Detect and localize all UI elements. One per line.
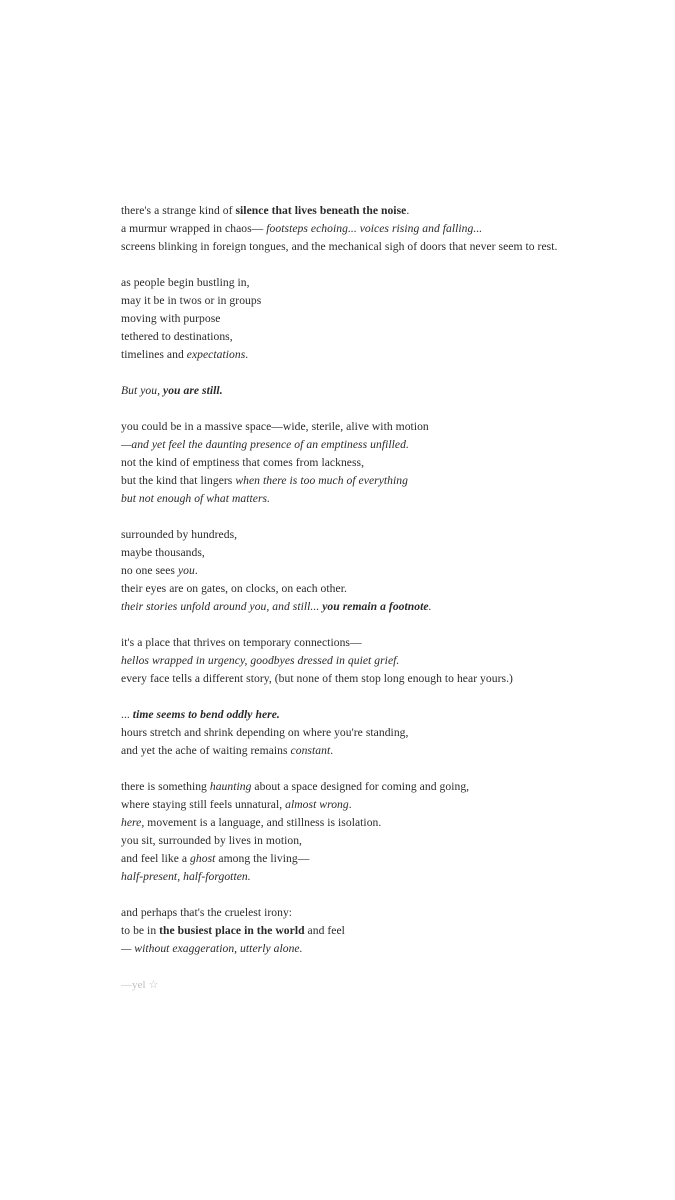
text-segment: expectations: [186, 348, 246, 361]
text-segment: constant: [290, 744, 331, 757]
stanza-gap: [121, 886, 661, 904]
text-segment: when there is too much of everything: [235, 474, 408, 487]
text-segment: .: [245, 348, 249, 361]
text-segment: but not enough of what matters.: [121, 492, 271, 505]
text-segment: you remain a footnote: [322, 600, 429, 613]
poem-line: [121, 346, 661, 364]
poem-line: [121, 418, 661, 436]
text-segment: as people begin bustling in,: [121, 276, 250, 289]
stanza-gap: [121, 400, 661, 418]
poem-line: [121, 436, 661, 454]
poem: [121, 202, 661, 994]
stanza: [121, 382, 661, 400]
text-segment: —and yet feel the daunting presence of an emptiness unfilled.: [121, 438, 409, 451]
stanza-gap: [121, 688, 661, 706]
poem-line: [121, 940, 661, 958]
text-segment: there is something: [121, 780, 210, 793]
text-segment: there's a strange kind of: [121, 204, 236, 217]
text-segment: to be in: [121, 924, 160, 937]
text-segment: hours stretch and shrink depending on where you're standing,: [121, 726, 409, 739]
text-segment: haunting: [209, 780, 252, 793]
text-segment: it's a place that thrives on temporary connections—: [121, 636, 362, 649]
text-segment: But you,: [121, 384, 163, 397]
text-segment: .: [348, 798, 352, 811]
text-segment: the busiest place in the world: [159, 924, 305, 937]
poem-body: [121, 202, 661, 976]
poem-line: [121, 598, 661, 616]
stanza: [121, 418, 661, 508]
poem-line: [121, 562, 661, 580]
text-segment: here,: [121, 816, 145, 829]
poem-line: [121, 868, 661, 886]
text-segment: screens blinking in foreign tongues, and the mechanical sigh of doors that never seem to rest.: [121, 240, 558, 253]
text-segment: and yet the ache of waiting remains: [121, 744, 291, 757]
poem-line: [121, 634, 661, 652]
text-segment: but the kind that lingers: [121, 474, 236, 487]
stanza: [121, 904, 661, 958]
text-segment: .: [330, 744, 334, 757]
poem-line: [121, 274, 661, 292]
poem-line: [121, 814, 661, 832]
text-segment: hellos wrapped in urgency, goodbyes dressed in quiet grief.: [121, 654, 400, 667]
text-segment: ...: [121, 708, 133, 721]
text-segment: half-present, half-forgotten.: [121, 870, 251, 883]
text-segment: — without exaggeration, utterly alone.: [121, 942, 303, 955]
poem-line: [121, 454, 661, 472]
poem-line: [121, 796, 661, 814]
poem-line: [121, 904, 661, 922]
text-segment: moving with purpose: [121, 312, 221, 325]
poem-line: [121, 472, 661, 490]
text-segment: .: [406, 204, 410, 217]
text-segment: about a space designed for coming and going,: [251, 780, 470, 793]
stanza: [121, 778, 661, 886]
poem-line: [121, 490, 661, 508]
poem-line: [121, 670, 661, 688]
stanza: [121, 202, 661, 256]
signature: —yel ☆: [121, 979, 159, 991]
stanza-gap: [121, 616, 661, 634]
stanza: [121, 706, 661, 760]
text-segment: may it be in twos or in groups: [121, 294, 262, 307]
stanza-gap: [121, 760, 661, 778]
stanza-gap: [121, 958, 661, 976]
poem-line: [121, 382, 661, 400]
text-segment: among the living—: [215, 852, 310, 865]
text-segment: you: [177, 564, 195, 577]
text-segment: time seems to bend oddly here.: [132, 708, 280, 721]
poem-line: [121, 652, 661, 670]
poem-line: [121, 220, 661, 238]
text-segment: you are still.: [163, 384, 223, 397]
text-segment: ghost: [190, 852, 216, 865]
text-segment: footsteps echoing... voices rising and falling...: [266, 222, 483, 235]
text-segment: not the kind of emptiness that comes from lackness,: [121, 456, 365, 469]
text-segment: tethered to destinations,: [121, 330, 233, 343]
text-segment: every face tells a different story, (but none of them stop long enough to hear yours.): [121, 672, 513, 685]
text-segment: you sit, surrounded by lives in motion,: [121, 834, 303, 847]
poem-line: [121, 202, 661, 220]
poem-line: [121, 832, 661, 850]
stanza: [121, 634, 661, 688]
poem-line: [121, 310, 661, 328]
text-segment: .: [428, 600, 432, 613]
text-segment: .: [194, 564, 198, 577]
poem-line: [121, 922, 661, 940]
stanza: [121, 274, 661, 364]
stanza-gap: [121, 364, 661, 382]
text-segment: no one sees: [121, 564, 178, 577]
stanza: [121, 526, 661, 616]
text-segment: almost wrong: [285, 798, 349, 811]
text-segment: and perhaps that's the cruelest irony:: [121, 906, 293, 919]
poem-line: [121, 292, 661, 310]
text-segment: their eyes are on gates, on clocks, on each other.: [121, 582, 347, 595]
text-segment: a murmur wrapped in chaos—: [121, 222, 267, 235]
poem-line: [121, 526, 661, 544]
poem-line: [121, 544, 661, 562]
text-segment: silence that lives beneath the noise: [235, 204, 407, 217]
poem-line: [121, 328, 661, 346]
text-segment: and feel: [304, 924, 345, 937]
poem-line: [121, 706, 661, 724]
poem-line: [121, 580, 661, 598]
text-segment: you could be in a massive space—wide, sterile, alive with motion: [121, 420, 429, 433]
text-segment: and feel like a: [121, 852, 191, 865]
text-segment: their stories unfold around you, and still...: [121, 600, 323, 613]
text-segment: movement is a language, and stillness is isolation.: [144, 816, 382, 829]
text-segment: maybe thousands,: [121, 546, 205, 559]
text-segment: timelines and: [121, 348, 187, 361]
text-segment: surrounded by hundreds,: [121, 528, 238, 541]
poem-line: [121, 778, 661, 796]
text-segment: where staying still feels unnatural,: [121, 798, 286, 811]
poem-line: [121, 742, 661, 760]
poem-line: [121, 724, 661, 742]
poem-line: [121, 238, 661, 256]
stanza-gap: [121, 508, 661, 526]
stanza-gap: [121, 256, 661, 274]
poem-line: [121, 850, 661, 868]
